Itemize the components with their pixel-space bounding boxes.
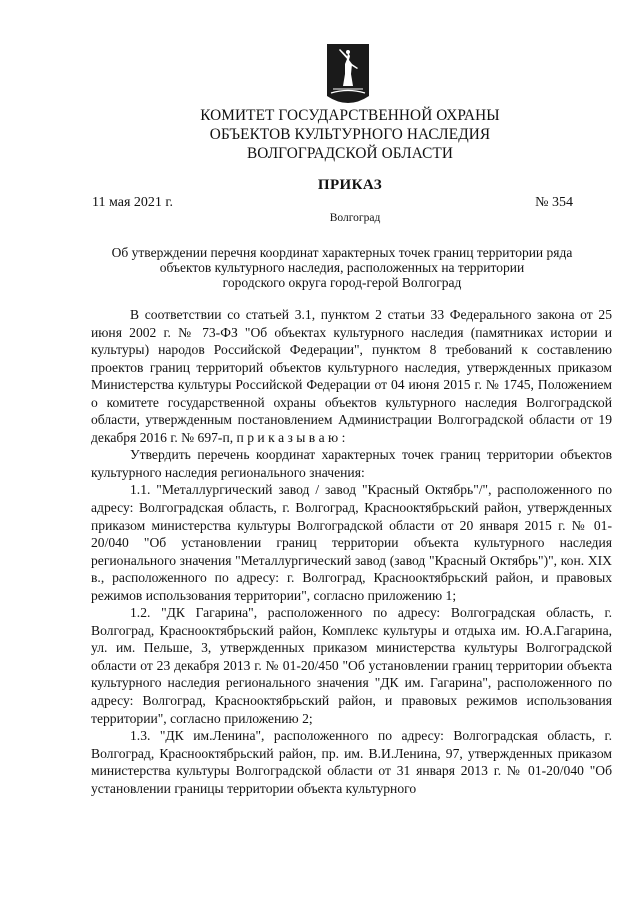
order-subject [82,245,602,290]
org-line-1: КОМИТЕТ ГОСУДАРСТВЕННОЙ ОХРАНЫ [200,107,500,124]
order-city: Волгоград [329,212,381,224]
item-1-1-paragraph: 1.1. "Металлургический завод / завод "Красный Октябрь"/", расположенного по адресу: Волгоградская область, г. Волгоград, Краснооктябрьский район, утвержденных приказом министерства культуры Волгоградской области от 20 января 2015 г. № 01-20/040 "Об установлении границ территории объекта культурного наследия регионального значения "Металлургический завод (завод "Красный Октябрь")", кон. XIX в., расположенного по адресу: г. Волгоград, Краснооктябрьский район, и правовых режимов использования территории", согласно приложению 1; [91,482,612,603]
subject-line-3: городского округа город-герой Волгоград [222,275,462,290]
order-body [91,306,612,797]
order-title: ПРИКАЗ [317,177,383,193]
item-1-3-paragraph: 1.3. "ДК им.Ленина", расположенного по адресу: Волгоградская область, г. Волгоград, Краснооктябрьский район, пр. им. В.И.Ленина, 97, утвержденных приказом министерства культуры Волгоградской области от 31 января 2013 г. № 01-20/040 "Об установлении границы территории объекта культурного [91,728,612,796]
org-line-2: ОБЪЕКТОВ КУЛЬТУРНОГО НАСЛЕДИЯ [209,126,491,143]
organization-name [150,106,550,163]
org-line-3: ВОЛГОГРАДСКОЙ ОБЛАСТИ [247,145,453,162]
subject-line-1: Об утверждении перечня координат характерных точек границ территории ряда [111,245,573,260]
subject-line-2: объектов культурного наследия, расположенных на территории [159,260,525,275]
approve-paragraph: Утвердить перечень координат характерных точек границ территории объектов культурного наследия регионального значения: [91,447,612,480]
item-1-2-paragraph: 1.2. "ДК Гагарина", расположенного по адресу: Волгоградская область, г. Волгоград, Краснооктябрьский район, Комплекс культуры и отдыха им. Ю.А.Гагарина, ул. им. Пельше, 3, утвержденных приказом министерства культуры Волгоградской области от 23 декабря 2013 г. № 01-20/450 "Об установлении границ территории объекта культурного наследия регионального значения "ДК им. Гагарина", расположенного по адресу: Волгоград, Краснооктябрьский район, и правовых режимов использования территории", согласно приложению 2; [91,605,612,726]
volgograd-coat-of-arms-icon [327,44,369,106]
preamble-paragraph: В соответствии со статьей 3.1, пунктом 2 статьи 33 Федерального закона от 25 июня 2002 г. № 73-ФЗ "Об объектах культурного наследия (памятниках истории и культуры) народов Российской Федерации", пунктом 8 требований к составлению проектов границ территорий объектов культурного наследия, утвержденных приказом Министерства культуры Российской Федерации от 04 июня 2015 г. № 1745, Положением о комитете государственной охраны объектов культурного наследия Волгоградской области, утвержденным постановлением Администрации Волгоградской области от 19 декабря 2016 г. № 697-п, п р и к а з ы в а ю : [91,307,612,445]
order-date: 11 мая 2021 г. [92,195,174,210]
order-number: № 354 [535,195,573,210]
